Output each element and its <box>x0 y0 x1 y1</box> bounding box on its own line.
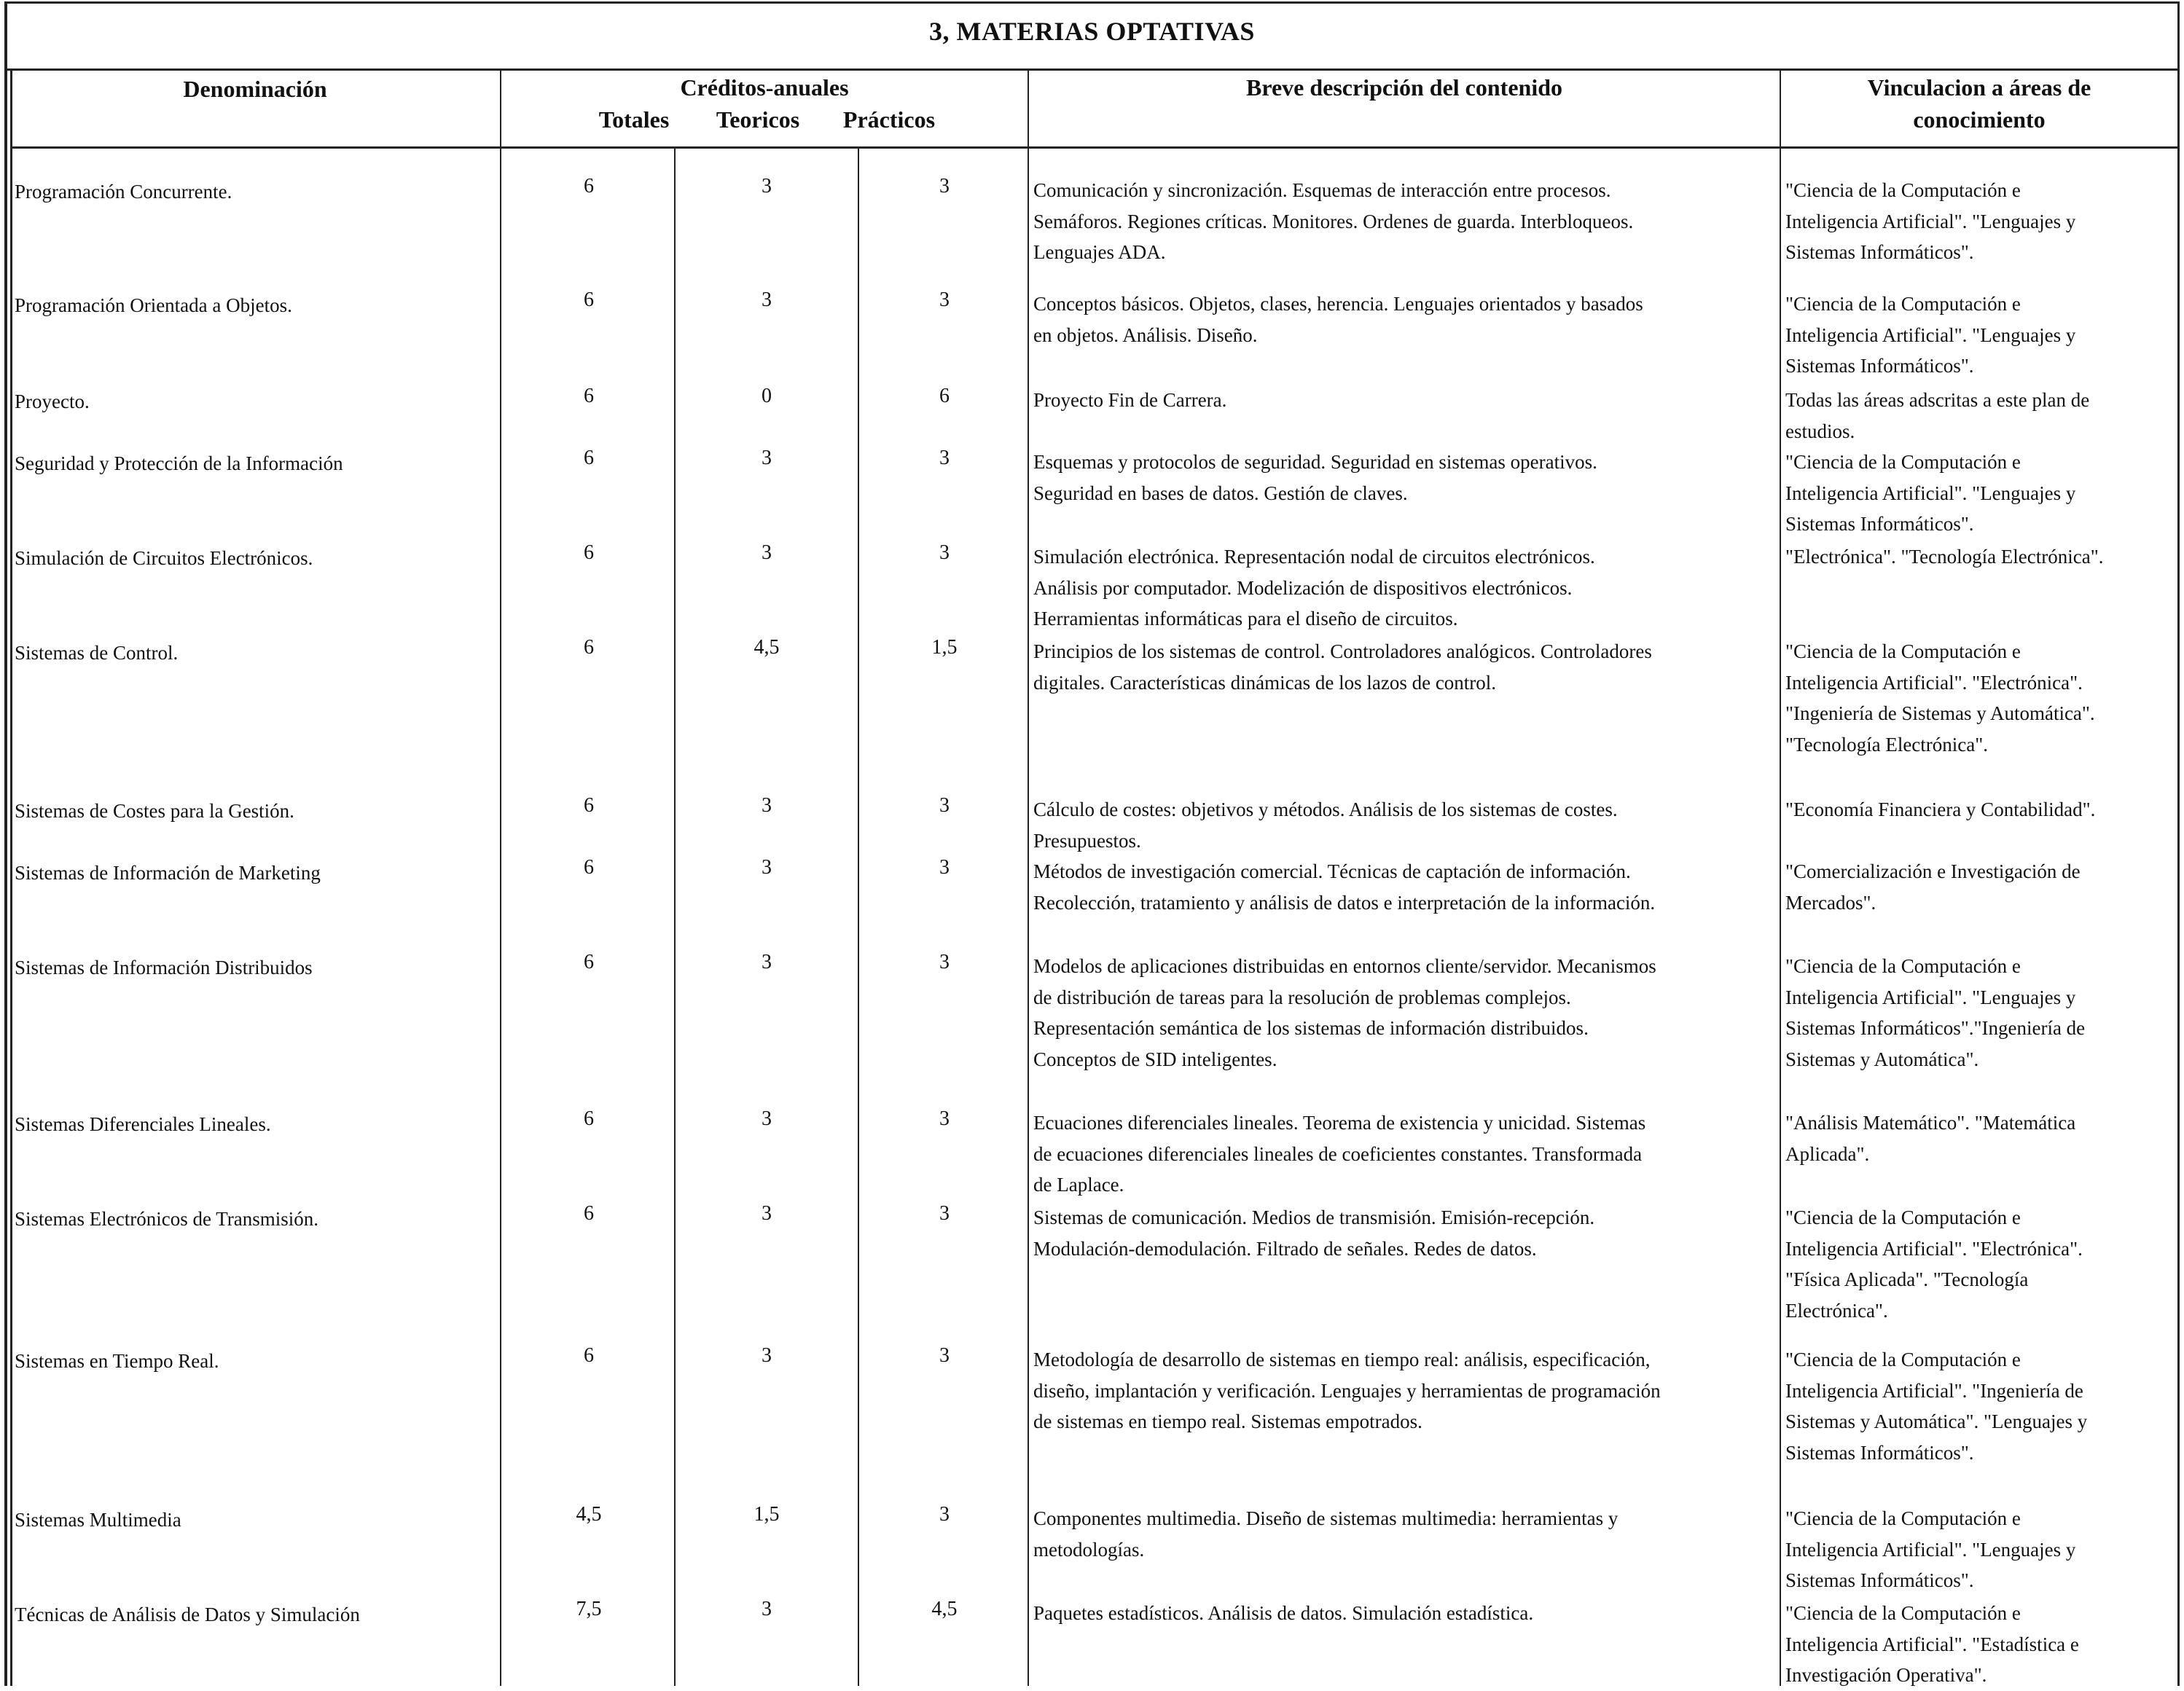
row-descripcion: Comunicación y sincronización. Esquemas de interacción entre procesos. Semáforos. Regiones críticas. Monitores. Ordenes de guarda. Interbloqueos. Lenguajes ADA. <box>1033 179 1634 263</box>
row-descripcion: Esquemas y protocolos de seguridad. Seguridad en sistemas operativos. Seguridad en bases de datos. Gestión de claves. <box>1033 451 1597 504</box>
row-practicos: 3 <box>939 1344 950 1367</box>
title-divider <box>4 68 2180 71</box>
row-practicos: 3 <box>939 1107 950 1130</box>
row-descripcion: Proyecto Fin de Carrera. <box>1033 389 1227 411</box>
row-vinculacion: "Ciencia de la Computación e Inteligencia Artificial". "Estadística e Investigación Operativa". <box>1785 1602 2079 1686</box>
row-denominacion: Sistemas de Costes para la Gestión. <box>15 800 294 822</box>
row-teoricos: 3 <box>762 856 772 879</box>
row-teoricos: 1,5 <box>754 1503 780 1526</box>
row-totales: 6 <box>584 289 594 311</box>
row-denominacion: Sistemas en Tiempo Real. <box>15 1350 219 1372</box>
row-practicos: 3 <box>939 541 950 564</box>
row-teoricos: 3 <box>762 1107 772 1130</box>
row-denominacion: Seguridad y Protección de la Información <box>15 452 343 474</box>
row-totales: 6 <box>584 541 594 564</box>
row-totales: 6 <box>584 794 594 817</box>
row-vinculacion: "Análisis Matemático". "Matemática Aplicada". <box>1785 1112 2076 1165</box>
row-vinculacion: "Ciencia de la Computación e Inteligencia Artificial". "Electrónica". "Ingeniería de Sistemas y Automática". "Tecnología Electrónica". <box>1785 640 2095 756</box>
row-totales: 4,5 <box>576 1503 602 1526</box>
row-totales: 6 <box>584 951 594 973</box>
row-teoricos: 4,5 <box>754 636 780 659</box>
row-vinculacion: "Comercialización e Investigación de Mercados". <box>1785 860 2081 914</box>
row-denominacion: Sistemas de Control. <box>15 642 179 664</box>
row-totales: 7,5 <box>576 1598 602 1620</box>
row-totales: 6 <box>584 1344 594 1367</box>
row-vinculacion: "Ciencia de la Computación e Inteligencia Artificial". "Lenguajes y Sistemas Informáticos". <box>1785 179 2076 263</box>
col-sep-creditos <box>1028 68 1029 1686</box>
row-teoricos: 0 <box>762 385 772 407</box>
row-practicos: 6 <box>939 385 950 407</box>
row-descripcion: Modelos de aplicaciones distribuidas en entornos cliente/servidor. Mecanismos de distribución de tareas para la resolución de problemas complejos. Representación semántica de los sistemas de información distribuidos. Conceptos de SID inteligentes. <box>1033 955 1656 1070</box>
row-vinculacion: "Ciencia de la Computación e Inteligencia Artificial". "Lenguajes y Sistemas Informáticos". <box>1785 451 2076 535</box>
row-teoricos: 3 <box>762 175 772 197</box>
row-denominacion: Programación Orientada a Objetos. <box>15 294 292 316</box>
row-vinculacion: "Economía Financiera y Contabilidad". <box>1785 799 2096 820</box>
row-totales: 6 <box>584 856 594 879</box>
row-denominacion: Sistemas de Información Distribuidos <box>15 957 313 978</box>
row-totales: 6 <box>584 385 594 407</box>
row-vinculacion: "Ciencia de la Computación e Inteligencia Artificial". "Electrónica". "Física Aplicada". "Tecnología Electrónica". <box>1785 1207 2083 1322</box>
row-descripcion: Ecuaciones diferenciales lineales. Teorema de existencia y unicidad. Sistemas de ecuaciones diferenciales lineales de coeficientes constantes. Transformada de Laplace. <box>1033 1112 1646 1196</box>
row-denominacion: Técnicas de Análisis de Datos y Simulación <box>15 1604 360 1625</box>
row-teoricos: 3 <box>762 447 772 469</box>
row-teoricos: 3 <box>762 1344 772 1367</box>
row-totales: 6 <box>584 1107 594 1130</box>
page-title: 3, MATERIAS OPTATIVAS <box>929 17 1255 46</box>
row-practicos: 3 <box>939 856 950 879</box>
col-sep-teoricos <box>858 149 859 1686</box>
row-descripcion: Paquetes estadísticos. Análisis de datos. Simulación estadística. <box>1033 1602 1534 1624</box>
row-teoricos: 3 <box>762 951 772 973</box>
top-border <box>4 1 2180 4</box>
row-practicos: 3 <box>939 175 950 197</box>
row-vinculacion: "Ciencia de la Computación e Inteligencia Artificial". "Lenguajes y Sistemas Informáticos"."Ingeniería de Sistemas y Automática". <box>1785 955 2086 1070</box>
row-totales: 6 <box>584 447 594 469</box>
row-practicos: 3 <box>939 289 950 311</box>
left-border <box>4 1 7 1686</box>
col-sep-totales <box>674 149 676 1686</box>
header-descripcion: Breve descripción del contenido <box>1245 74 1563 101</box>
row-descripcion: Principios de los sistemas de control. Controladores analógicos. Controladores digitales. Características dinámicas de los lazos de control. <box>1033 640 1652 694</box>
row-vinculacion: "Ciencia de la Computación e Inteligencia Artificial". "Lenguajes y Sistemas Informáticos". <box>1785 293 2076 377</box>
header-vinculacion-line1: Vinculacion a áreas de <box>1867 74 2091 101</box>
row-descripcion: Conceptos básicos. Objetos, clases, herencia. Lenguajes orientados y basados en objetos. Análisis. Diseño. <box>1033 293 1643 346</box>
row-descripcion: Componentes multimedia. Diseño de sistemas multimedia: herramientas y metodologías. <box>1033 1507 1619 1561</box>
left-border-inner <box>10 68 12 1686</box>
row-practicos: 3 <box>939 447 950 469</box>
row-practicos: 3 <box>939 1202 950 1225</box>
header-practicos: Prácticos <box>842 106 936 133</box>
row-vinculacion: "Ciencia de la Computación e Inteligencia Artificial". "Ingeniería de Sistemas y Automática". "Lenguajes y Sistemas Informáticos". <box>1785 1349 2088 1464</box>
row-teoricos: 3 <box>762 1202 772 1225</box>
header-denominacion: Denominación <box>183 76 327 102</box>
row-totales: 6 <box>584 636 594 659</box>
row-denominacion: Sistemas Multimedia <box>15 1509 181 1531</box>
row-denominacion: Sistemas Diferenciales Lineales. <box>15 1113 271 1135</box>
row-teoricos: 3 <box>762 1598 772 1620</box>
row-vinculacion: "Electrónica". "Tecnología Electrónica". <box>1785 546 2104 568</box>
col-sep-name <box>500 68 501 1686</box>
row-teoricos: 3 <box>762 794 772 817</box>
row-denominacion: Sistemas Electrónicos de Transmisión. <box>15 1208 318 1230</box>
row-descripcion: Métodos de investigación comercial. Técnicas de captación de información. Recolección, tratamiento y análisis de datos e interpretación de la información. <box>1033 860 1656 914</box>
row-denominacion: Simulación de Circuitos Electrónicos. <box>15 547 313 569</box>
header-creditos: Créditos-anuales <box>680 74 849 101</box>
header-totales: Totales <box>598 106 670 133</box>
row-practicos: 3 <box>939 794 950 817</box>
row-totales: 6 <box>584 1202 594 1225</box>
row-denominacion: Proyecto. <box>15 391 90 412</box>
row-descripcion: Simulación electrónica. Representación nodal de circuitos electrónicos. Análisis por computador. Modelización de dispositivos electrónicos. Herramientas informáticas para el diseño de circuitos. <box>1033 546 1595 629</box>
row-practicos: 1,5 <box>931 636 958 659</box>
col-sep-descripcion <box>1780 68 1781 1686</box>
row-practicos: 3 <box>939 951 950 973</box>
row-practicos: 3 <box>939 1503 950 1526</box>
row-teoricos: 3 <box>762 541 772 564</box>
row-descripcion: Sistemas de comunicación. Medios de transmisión. Emisión-recepción. Modulación-demodulación. Filtrado de señales. Redes de datos. <box>1033 1207 1595 1260</box>
header-vinculacion-line2: conocimiento <box>1913 106 2046 133</box>
row-denominacion: Sistemas de Información de Marketing <box>15 862 321 884</box>
header-divider <box>10 146 2180 149</box>
right-border <box>2177 1 2180 1686</box>
row-practicos: 4,5 <box>931 1598 958 1620</box>
row-teoricos: 3 <box>762 289 772 311</box>
row-vinculacion: "Ciencia de la Computación e Inteligencia Artificial". "Lenguajes y Sistemas Informáticos". <box>1785 1507 2076 1591</box>
row-vinculacion: Todas las áreas adscritas a este plan de estudios. <box>1785 389 2090 442</box>
header-teoricos: Teoricos <box>716 106 800 133</box>
row-denominacion: Programación Concurrente. <box>15 181 232 203</box>
row-totales: 6 <box>584 175 594 197</box>
row-descripcion: Cálculo de costes: objetivos y métodos. Análisis de los sistemas de costes. Presupuestos. <box>1033 799 1618 852</box>
row-descripcion: Metodología de desarrollo de sistemas en tiempo real: análisis, especificación, diseño, implantación y verificación. Lenguajes y herramientas de programación de sistemas en tiempo real. Sistemas empotrados. <box>1033 1349 1661 1432</box>
